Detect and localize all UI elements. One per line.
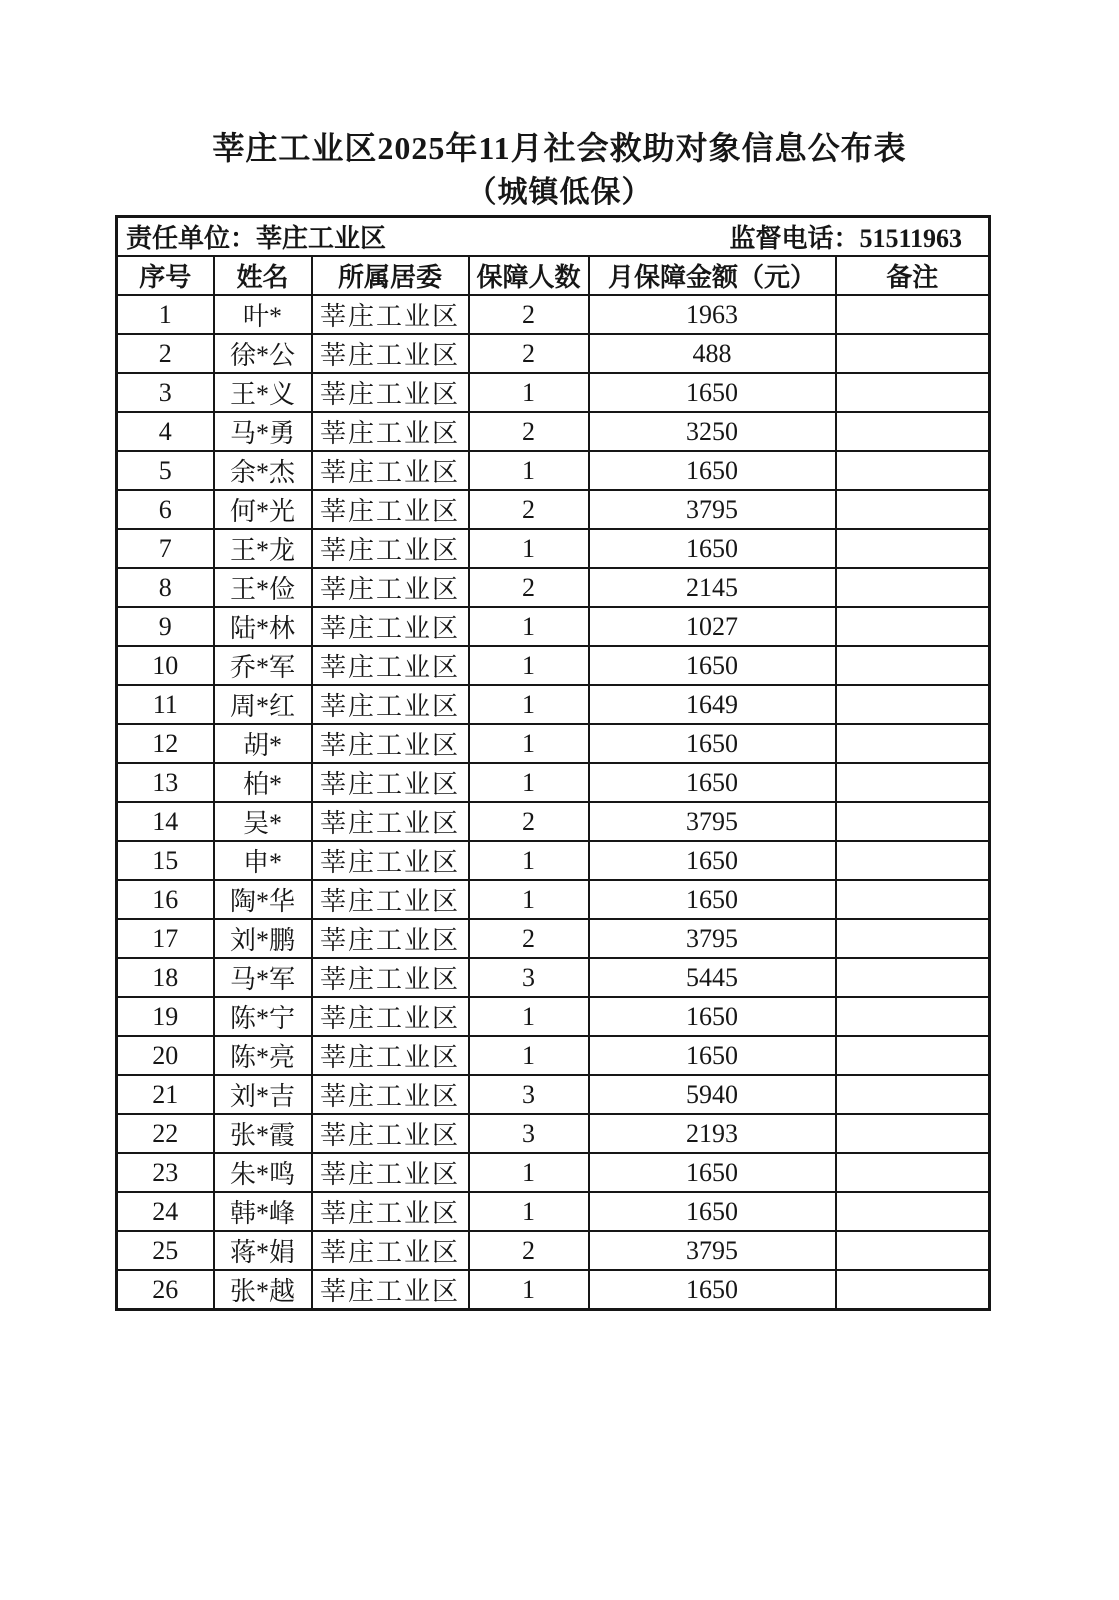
cell-committee: 莘庄工业区: [312, 1270, 469, 1310]
cell-no: 21: [117, 1075, 214, 1114]
info-cell: [117, 217, 990, 257]
cell-name: 陶*华: [214, 880, 312, 919]
cell-no: 5: [117, 451, 214, 490]
cell-people: 1: [469, 451, 589, 490]
cell-committee: 莘庄工业区: [312, 880, 469, 919]
table-row: [117, 334, 990, 373]
cell-amount: 3795: [589, 1231, 836, 1270]
cell-people: 1: [469, 763, 589, 802]
cell-remark: [836, 451, 990, 490]
cell-committee: 莘庄工业区: [312, 958, 469, 997]
cell-name: 陈*亮: [214, 1036, 312, 1075]
cell-no: 1: [117, 295, 214, 334]
page-title: 莘庄工业区2025年11月社会救助对象信息公布表: [212, 130, 907, 166]
cell-committee: 莘庄工业区: [312, 997, 469, 1036]
assistance-table: [115, 215, 991, 1311]
cell-committee: 莘庄工业区: [312, 841, 469, 880]
cell-people: 1: [469, 724, 589, 763]
cell-remark: [836, 919, 990, 958]
cell-committee: 莘庄工业区: [312, 724, 469, 763]
supervision-phone-label: 监督电话：: [729, 224, 860, 253]
cell-name: 王*俭: [214, 568, 312, 607]
page-subtitle: （城镇低保）: [466, 176, 653, 209]
cell-remark: [836, 1231, 990, 1270]
title-block: [0, 0, 1119, 215]
cell-amount: 1650: [589, 1270, 836, 1310]
table-row: [117, 1153, 990, 1192]
cell-committee: 莘庄工业区: [312, 373, 469, 412]
cell-remark: [836, 802, 990, 841]
cell-remark: [836, 412, 990, 451]
cell-amount: 1963: [589, 295, 836, 334]
cell-amount: 3250: [589, 412, 836, 451]
cell-no: 14: [117, 802, 214, 841]
cell-no: 23: [117, 1153, 214, 1192]
cell-committee: 莘庄工业区: [312, 1036, 469, 1075]
table-row: [117, 685, 990, 724]
cell-no: 17: [117, 919, 214, 958]
cell-no: 2: [117, 334, 214, 373]
cell-committee: 莘庄工业区: [312, 763, 469, 802]
cell-name: 余*杰: [214, 451, 312, 490]
cell-no: 15: [117, 841, 214, 880]
table-header-row: [117, 256, 990, 295]
cell-name: 叶*: [214, 295, 312, 334]
cell-committee: 莘庄工业区: [312, 1231, 469, 1270]
cell-no: 26: [117, 1270, 214, 1310]
cell-name: 刘*鹏: [214, 919, 312, 958]
cell-name: 申*: [214, 841, 312, 880]
cell-name: 蒋*娟: [214, 1231, 312, 1270]
cell-amount: 2193: [589, 1114, 836, 1153]
cell-people: 3: [469, 958, 589, 997]
cell-amount: 1027: [589, 607, 836, 646]
table-row: [117, 1231, 990, 1270]
cell-committee: 莘庄工业区: [312, 295, 469, 334]
cell-people: 1: [469, 685, 589, 724]
cell-remark: [836, 958, 990, 997]
cell-people: 1: [469, 1036, 589, 1075]
cell-no: 8: [117, 568, 214, 607]
cell-amount: 1650: [589, 529, 836, 568]
cell-no: 11: [117, 685, 214, 724]
cell-people: 2: [469, 295, 589, 334]
cell-amount: 5445: [589, 958, 836, 997]
cell-amount: 1650: [589, 997, 836, 1036]
cell-people: 2: [469, 334, 589, 373]
cell-remark: [836, 880, 990, 919]
cell-amount: 3795: [589, 802, 836, 841]
cell-people: 3: [469, 1075, 589, 1114]
col-committee: 所属居委: [312, 256, 469, 295]
cell-committee: 莘庄工业区: [312, 412, 469, 451]
table-row: [117, 724, 990, 763]
responsible-unit-label: 责任单位：: [126, 224, 257, 253]
table-row: [117, 997, 990, 1036]
cell-name: 乔*军: [214, 646, 312, 685]
cell-committee: 莘庄工业区: [312, 1075, 469, 1114]
cell-name: 周*红: [214, 685, 312, 724]
cell-people: 2: [469, 1231, 589, 1270]
responsible-unit-value: 莘庄工业区: [256, 224, 387, 253]
cell-people: 1: [469, 1192, 589, 1231]
cell-committee: 莘庄工业区: [312, 451, 469, 490]
table-row: [117, 841, 990, 880]
cell-committee: 莘庄工业区: [312, 646, 469, 685]
table-row: [117, 919, 990, 958]
cell-committee: 莘庄工业区: [312, 1153, 469, 1192]
cell-no: 6: [117, 490, 214, 529]
cell-name: 徐*公: [214, 334, 312, 373]
cell-amount: 1650: [589, 1036, 836, 1075]
cell-no: 22: [117, 1114, 214, 1153]
cell-amount: 2145: [589, 568, 836, 607]
cell-remark: [836, 1270, 990, 1310]
cell-name: 张*越: [214, 1270, 312, 1310]
cell-name: 陆*林: [214, 607, 312, 646]
cell-amount: 1650: [589, 724, 836, 763]
cell-people: 2: [469, 490, 589, 529]
cell-no: 10: [117, 646, 214, 685]
cell-no: 16: [117, 880, 214, 919]
table-row: [117, 295, 990, 334]
cell-remark: [836, 529, 990, 568]
table-row: [117, 646, 990, 685]
cell-committee: 莘庄工业区: [312, 919, 469, 958]
cell-amount: 1650: [589, 880, 836, 919]
cell-remark: [836, 1192, 990, 1231]
cell-remark: [836, 841, 990, 880]
cell-name: 柏*: [214, 763, 312, 802]
cell-amount: 3795: [589, 919, 836, 958]
cell-amount: 1650: [589, 763, 836, 802]
table-row: [117, 1036, 990, 1075]
cell-committee: 莘庄工业区: [312, 607, 469, 646]
cell-amount: 1650: [589, 373, 836, 412]
cell-no: 12: [117, 724, 214, 763]
table-row: [117, 451, 990, 490]
table-row: [117, 1270, 990, 1310]
cell-committee: 莘庄工业区: [312, 1114, 469, 1153]
cell-name: 韩*峰: [214, 1192, 312, 1231]
cell-name: 胡*: [214, 724, 312, 763]
cell-amount: 1650: [589, 646, 836, 685]
cell-name: 陈*宁: [214, 997, 312, 1036]
cell-no: 9: [117, 607, 214, 646]
table-row: [117, 958, 990, 997]
cell-no: 25: [117, 1231, 214, 1270]
cell-no: 24: [117, 1192, 214, 1231]
table-row: [117, 880, 990, 919]
table-body: [117, 295, 990, 1310]
cell-amount: 1649: [589, 685, 836, 724]
cell-people: 2: [469, 412, 589, 451]
cell-no: 3: [117, 373, 214, 412]
table-row: [117, 373, 990, 412]
cell-no: 18: [117, 958, 214, 997]
table-row: [117, 802, 990, 841]
table-row: [117, 607, 990, 646]
cell-no: 7: [117, 529, 214, 568]
cell-remark: [836, 1114, 990, 1153]
col-remark: 备注: [836, 256, 990, 295]
cell-amount: 3795: [589, 490, 836, 529]
cell-committee: 莘庄工业区: [312, 802, 469, 841]
cell-committee: 莘庄工业区: [312, 685, 469, 724]
cell-people: 1: [469, 607, 589, 646]
cell-name: 吴*: [214, 802, 312, 841]
cell-remark: [836, 490, 990, 529]
cell-people: 3: [469, 1114, 589, 1153]
cell-amount: 1650: [589, 1153, 836, 1192]
cell-committee: 莘庄工业区: [312, 334, 469, 373]
cell-committee: 莘庄工业区: [312, 490, 469, 529]
cell-no: 4: [117, 412, 214, 451]
cell-amount: 1650: [589, 841, 836, 880]
cell-remark: [836, 1153, 990, 1192]
cell-remark: [836, 646, 990, 685]
col-people: 保障人数: [469, 256, 589, 295]
table-row: [117, 568, 990, 607]
responsible-unit: [126, 218, 386, 255]
cell-committee: 莘庄工业区: [312, 529, 469, 568]
col-name: 姓名: [214, 256, 312, 295]
cell-amount: 5940: [589, 1075, 836, 1114]
cell-people: 2: [469, 568, 589, 607]
cell-name: 王*义: [214, 373, 312, 412]
cell-remark: [836, 1075, 990, 1114]
cell-amount: 488: [589, 334, 836, 373]
cell-no: 13: [117, 763, 214, 802]
cell-committee: 莘庄工业区: [312, 1192, 469, 1231]
cell-remark: [836, 685, 990, 724]
table-row: [117, 1192, 990, 1231]
cell-remark: [836, 724, 990, 763]
cell-remark: [836, 607, 990, 646]
cell-people: 1: [469, 1153, 589, 1192]
cell-remark: [836, 568, 990, 607]
col-no: 序号: [117, 256, 214, 295]
table-row: [117, 490, 990, 529]
col-amount: 月保障金额（元）: [589, 256, 836, 295]
table-info-row: [117, 217, 990, 257]
table-row: [117, 1114, 990, 1153]
cell-people: 1: [469, 373, 589, 412]
cell-remark: [836, 295, 990, 334]
cell-name: 刘*吉: [214, 1075, 312, 1114]
cell-amount: 1650: [589, 1192, 836, 1231]
cell-remark: [836, 373, 990, 412]
cell-people: 1: [469, 841, 589, 880]
cell-amount: 1650: [589, 451, 836, 490]
cell-remark: [836, 763, 990, 802]
cell-people: 1: [469, 880, 589, 919]
cell-name: 马*勇: [214, 412, 312, 451]
supervision-phone: [729, 218, 962, 255]
cell-people: 2: [469, 919, 589, 958]
cell-people: 1: [469, 997, 589, 1036]
cell-people: 1: [469, 646, 589, 685]
cell-name: 张*霞: [214, 1114, 312, 1153]
cell-remark: [836, 334, 990, 373]
cell-name: 马*军: [214, 958, 312, 997]
cell-name: 王*龙: [214, 529, 312, 568]
cell-no: 20: [117, 1036, 214, 1075]
cell-people: 1: [469, 529, 589, 568]
cell-people: 1: [469, 1270, 589, 1310]
supervision-phone-value: 51511963: [859, 224, 963, 253]
table-row: [117, 763, 990, 802]
table-row: [117, 529, 990, 568]
cell-name: 何*光: [214, 490, 312, 529]
table-row: [117, 1075, 990, 1114]
cell-no: 19: [117, 997, 214, 1036]
cell-remark: [836, 997, 990, 1036]
cell-remark: [836, 1036, 990, 1075]
cell-name: 朱*鸣: [214, 1153, 312, 1192]
cell-committee: 莘庄工业区: [312, 568, 469, 607]
cell-people: 2: [469, 802, 589, 841]
table-row: [117, 412, 990, 451]
